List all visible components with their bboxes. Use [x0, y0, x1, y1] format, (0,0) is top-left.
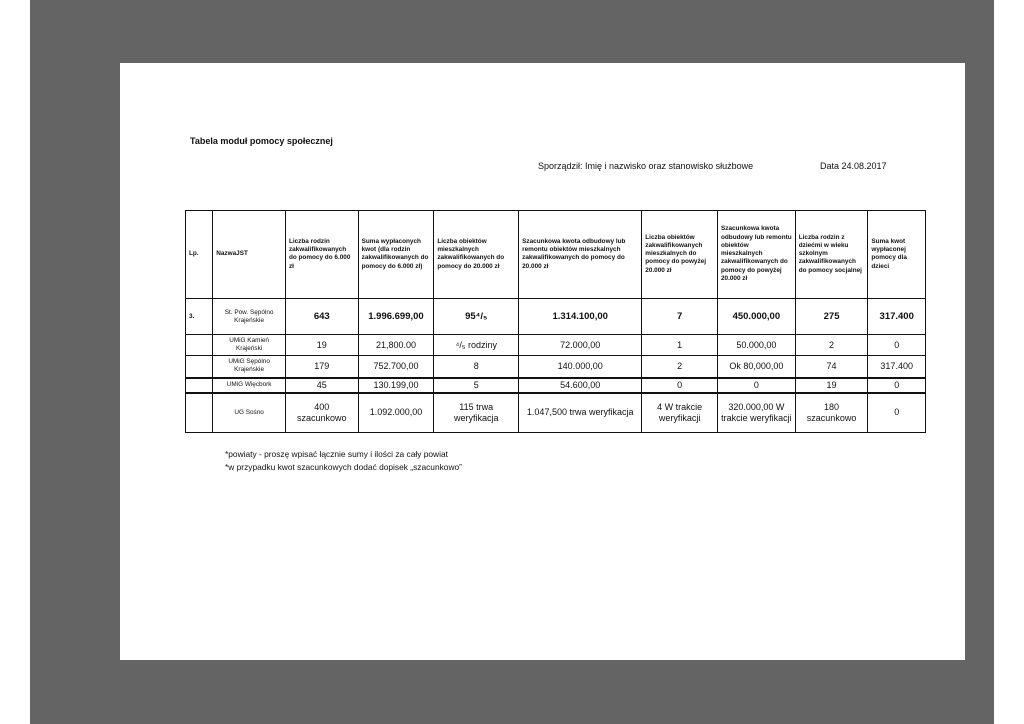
cell-value: Ok 80,000,00 — [717, 355, 795, 377]
cell-lp — [186, 378, 213, 393]
aid-table — [185, 210, 926, 433]
cell-value: 179 — [285, 355, 358, 377]
cell-value: 140.000,00 — [519, 355, 642, 377]
cell-value: 7 — [642, 298, 718, 335]
table-row — [186, 393, 926, 433]
header-objects-over-20000: Liczba obiektów zakwalifikowanych mieszkalnych do pomocy do powyżej 20.000 zł — [642, 211, 718, 299]
footnote: *w przypadku kwot szacunkowych dodać dopisek „szacunkowo” — [225, 461, 462, 472]
cell-value: 21,800.00 — [358, 335, 434, 355]
cell-value: 95⁴/₅ — [434, 298, 519, 335]
document-title: Tabela moduł pomocy społecznej — [190, 136, 333, 146]
document-viewer — [30, 0, 994, 724]
cell-name: UMiG Więcbork — [213, 378, 286, 393]
cell-value: 317.400 — [868, 355, 926, 377]
cell-lp — [186, 393, 213, 433]
header-lp: Lp. — [186, 211, 213, 299]
cell-value: 130.199,00 — [358, 378, 434, 393]
cell-value: 317.400 — [868, 298, 926, 335]
document-date: Data 24.08.2017 — [820, 161, 887, 171]
cell-value: ⁴/₅ rodziny — [434, 335, 519, 355]
header-families-children: Liczba rodzin z dziećmi w wieku szkolnym zakwalifikowanych do pomocy socjalnej — [795, 211, 868, 299]
cell-value: 19 — [285, 335, 358, 355]
document-page — [120, 63, 965, 660]
cell-value: 1.047,500 trwa weryfikacja — [519, 393, 642, 433]
table-header-row — [186, 211, 926, 299]
header-families-6000: Liczba rodzin zakwalifikowanych do pomocy do 6.000 zł — [285, 211, 358, 299]
footnotes — [225, 448, 462, 473]
cell-name: St. Pow. Sępólno Krajeńskie — [213, 298, 286, 335]
cell-value: 0 — [868, 393, 926, 433]
header-objects-20000: Liczba obiektów mieszkalnych zakwalifikowanych do pomocy do 20.000 zł — [434, 211, 519, 299]
header-cost-20000: Szacunkowa kwota odbudowy lub remontu obiektów mieszkalnych zakwalifikowanych do pomocy do 20.000 zł — [519, 211, 642, 299]
prepared-by: Sporządził: Imię i nazwisko oraz stanowisko służbowe — [538, 161, 754, 171]
table-row — [186, 355, 926, 377]
cell-value: 115 trwa weryfikacja — [434, 393, 519, 433]
cell-lp: 3. — [186, 298, 213, 335]
cell-value: 8 — [434, 355, 519, 377]
cell-value: 1 — [642, 335, 718, 355]
cell-value: 1.092.000,00 — [358, 393, 434, 433]
cell-value: 50.000,00 — [717, 335, 795, 355]
cell-name: UMiG Sępólno Krajeńskie — [213, 355, 286, 377]
cell-value: 320.000,00 W trakcie weryfikacji — [717, 393, 795, 433]
cell-value: 54.600,00 — [519, 378, 642, 393]
cell-value: 4 W trakcie weryfikacji — [642, 393, 718, 433]
cell-value: 752.700,00 — [358, 355, 434, 377]
cell-value: 19 — [795, 378, 868, 393]
cell-value: 180 szacunkowo — [795, 393, 868, 433]
cell-value: 0 — [717, 378, 795, 393]
cell-value: 45 — [285, 378, 358, 393]
cell-value: 0 — [868, 335, 926, 355]
cell-value: 450.000,00 — [717, 298, 795, 335]
cell-lp — [186, 355, 213, 377]
cell-name: UMiG Kamień Krajeński — [213, 335, 286, 355]
cell-value: 275 — [795, 298, 868, 335]
cell-lp — [186, 335, 213, 355]
cell-value: 5 — [434, 378, 519, 393]
cell-value: 72.000,00 — [519, 335, 642, 355]
header-cost-over-20000: Szacunkowa kwota odbudowy lub remontu obiektów mieszkalnych zakwalifikowanych do pomocy do powyżej 20.000 zł — [717, 211, 795, 299]
header-sum-children: Suma kwot wypłaconej pomocy dla dzieci — [868, 211, 926, 299]
header-sum-6000: Suma wypłaconych kwot (dla rodzin zakwalifikowanych do pomocy do 6.000 zł) — [358, 211, 434, 299]
table-row — [186, 298, 926, 335]
cell-value: 1.314.100,00 — [519, 298, 642, 335]
cell-name: UG Sośno — [213, 393, 286, 433]
cell-value: 0 — [642, 378, 718, 393]
table-row — [186, 335, 926, 355]
cell-value: 400 szacunkowo — [285, 393, 358, 433]
cell-value: 2 — [642, 355, 718, 377]
cell-value: 74 — [795, 355, 868, 377]
cell-value: 1.996.699,00 — [358, 298, 434, 335]
cell-value: 0 — [868, 378, 926, 393]
cell-value: 2 — [795, 335, 868, 355]
header-name: NazwaJST — [213, 211, 286, 299]
cell-value: 643 — [285, 298, 358, 335]
footnote: *powiaty - proszę wpisać łącznie sumy i ilości za cały powiat — [225, 449, 448, 459]
table-row — [186, 378, 926, 393]
